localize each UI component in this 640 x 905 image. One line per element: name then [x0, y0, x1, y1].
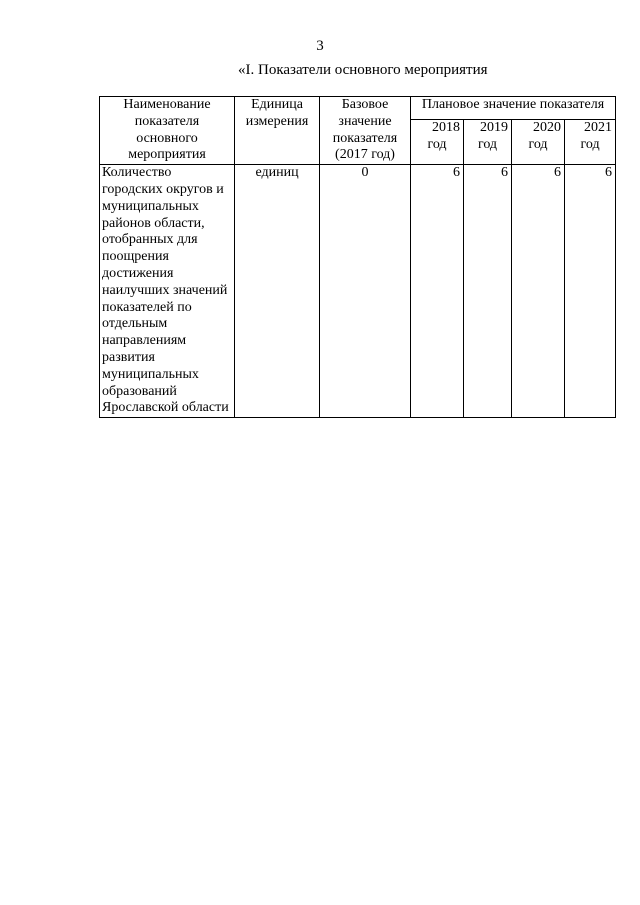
- year-unit-label: год: [477, 136, 498, 152]
- year-label: 2021: [584, 120, 613, 136]
- year-label: 2018: [432, 120, 460, 136]
- header-year-2019: [464, 120, 512, 165]
- value-2019-cell: 6: [464, 165, 512, 418]
- year-unit-label: год: [528, 136, 548, 152]
- header-base-value: Базовое значение показателя (2017 год): [320, 97, 411, 165]
- value-2021-cell: 6: [565, 165, 616, 418]
- section-title: «I. Показатели основного мероприятия: [238, 62, 488, 78]
- indicators-table: [99, 96, 616, 418]
- header-year-2018: [411, 120, 464, 165]
- unit-cell: единиц: [235, 165, 320, 418]
- header-name: Наименование показателя основного мероприятия: [100, 97, 235, 165]
- value-2020-cell: 6: [512, 165, 565, 418]
- year-unit-label: год: [580, 136, 600, 152]
- header-plan-value: Плановое значение показателя: [411, 97, 616, 120]
- year-label: 2020: [533, 120, 561, 136]
- base-value-cell: 0: [320, 165, 411, 418]
- indicator-name-cell: Количество городских округов и муниципальных районов области, отобранных для поощрения достижения наилучших значений показателей по отдельным направлениям развития муниципальных образований Ярославской области: [100, 165, 235, 418]
- header-year-2021: [565, 120, 616, 165]
- header-row-top: [100, 97, 616, 120]
- table-row: [100, 165, 616, 418]
- page-number: 3: [316, 38, 324, 54]
- value-2018-cell: 6: [411, 165, 464, 418]
- year-unit-label: год: [427, 136, 447, 152]
- header-unit: Единица измерения: [235, 97, 320, 165]
- year-label: 2019: [480, 120, 508, 136]
- header-year-2020: [512, 120, 565, 165]
